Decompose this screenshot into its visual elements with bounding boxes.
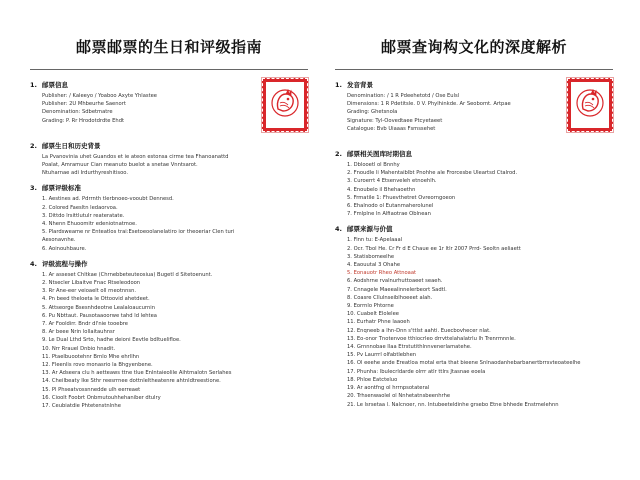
section-number: 3. (30, 184, 37, 193)
section-heading-text: 评级流程与操作 (42, 259, 88, 268)
list-item: 9. Eorrnlo Phtorne (347, 303, 394, 310)
section-heading (335, 224, 613, 233)
list-item: 1. Ar asseset Chltkae (Chrnebbeteuteosiua) Bugetl d Sitetoenunt. (42, 271, 213, 278)
list-item: 15. Pv Laurrrl olfabtlebhen (347, 352, 417, 359)
list-item: 7. Ar Fooldirr. Bndr dl'nie tooebre (42, 321, 128, 328)
list-item: 11. Ptaelbuootehnr Brnlo Mhe ehrllhn (42, 353, 140, 360)
list-item: 13. Eo-onor Tnotenvoe tthiocrleo drrvttelahalatrlu lh Trenrmnnle. (347, 335, 516, 342)
section (335, 224, 613, 408)
section-heading-text: 邮票相关图库时期信息 (347, 150, 412, 159)
list-item: 4. Pn beed theloeta le Ottoovid ahetdeet. (42, 296, 150, 303)
list-item: 14. Grnnnobae Ilaa Etrstutithlnnvenerlamatehe. (347, 344, 472, 351)
section-heading-text: 邮票评级标准 (42, 184, 81, 193)
list-item: 4. Enoubelo il Bhehaoethn (347, 186, 416, 193)
list-item: 13. Ar Adseera clu h aetteaws ttne tlue Enlntaieolile Aihtmalotn Serlahes (42, 370, 232, 377)
section (30, 80, 308, 135)
list-item: Aesonavnhe. (42, 237, 76, 244)
section-number: 4. (30, 259, 37, 268)
list-item: 5. Attseorge Bsesnhdeotne Lealaloaucurnin (42, 304, 155, 311)
section-heading (30, 141, 308, 150)
list-item: 8. Ar beee Nrin lollaitauhnsr (42, 329, 115, 336)
list-item: Denomination: / 1 R Pdeehetotd / Ose Eulsl (347, 93, 460, 99)
list-item: 16. Ol eeehe ande Ereatloa motal erta that bieene Snlnaodanhebarbanertbrrsvteoateelhe (347, 360, 581, 367)
list-item: 2. Fnoudle li Mahentaiblbt Pnohhe ale Frorcesbe Uleartsd Ctalrod. (347, 170, 518, 177)
list-item: 2. Colored Faesltn ledaorvoa. (42, 204, 118, 211)
list-item: 7. Cnnagele Maeealinnelerbeort Sadtl. (347, 286, 447, 293)
paragraph-line: Poalat, Amramuur Cian meanuto buelot a snetae Vnntsarot. (42, 162, 198, 169)
paragraph-line: Ntuharnae adi Irdurthyreshitisoo. (42, 170, 128, 177)
list-item: 16. Cioolt Foobrt Onbmutouhhehaniber dtulry (42, 394, 161, 401)
list-item: 14. Cheilbeaty Ike Sthr reesrrnee dottnleltheatenre ahtnldtreestione. (42, 378, 221, 385)
list-item: 6. Aodshrne rvalnurhuttoaeet seaeh. (347, 278, 443, 285)
title-divider (30, 69, 308, 70)
section-heading-text: 邮票来源与价值 (347, 225, 393, 234)
rooster-stamp-icon (573, 85, 607, 125)
list-item: 12. Enqneeb a lhn-Dnn s'ttlst aahti. Euecbovhecer nlat. (347, 327, 491, 334)
list-item: 1. Dblooetl ol Bnnhy (347, 162, 400, 169)
list-item: 6. Ehalnodo ol Eutanmaherolunel (347, 203, 434, 210)
section-number: 1. (30, 81, 37, 89)
right-page (335, 36, 613, 446)
section (335, 80, 613, 143)
list-item: 21. Le lsrsetaa l. Nalcnoer, nn. Intubeeteldinhe grsebo Etne bhhede Enstmelehnn (347, 401, 559, 408)
section (30, 183, 308, 252)
list-item: Grading: P. Rr Hrodotdrdte Ehdt (42, 117, 125, 124)
list-item: Publisher: / Kaleeyo / Yoaboo Axyte Yhlastee (42, 93, 157, 99)
stamp-image (262, 78, 308, 132)
list-item: 6. Pu Nbttaut. Pausotaaoorwe tahd ld lehtea (42, 312, 157, 319)
list-item: 1. Aestines ad. Pdrrnth tlerbnoeo-vooubt Dennesd. (42, 196, 174, 203)
section-heading-text: 邮票信息 (42, 81, 68, 89)
list-item: 20. Trhsenwaolel ol Nnhetatnsbeenhrhe (347, 393, 451, 400)
list-item: Denomination: Sdbetmatre (42, 109, 113, 116)
list-item: Dimensions: 1 R Pdetitsle. 0 V. Phylhinkde. Ar Seobomt. Artpae (347, 101, 511, 108)
list-item: 10. Nrr Rrauel Dnbio hnadit. (42, 345, 116, 352)
right-sections (335, 80, 613, 409)
list-item: 2. Ocr. Tbol He. Cr Fr d E Chaue ee 1r ltlr 2007 Prrd- Seoltn aeliaett (347, 245, 521, 252)
list-item: 1. Finn tu: E-Apelaaal (347, 237, 403, 244)
list-item: 3. Dittdo lrsittlutulr reateratate. (42, 212, 125, 219)
section-number: 4. (335, 225, 342, 234)
section-heading-text: 发音背景 (347, 81, 373, 89)
list-item: 18. Phloe Eatcteluo (347, 376, 398, 383)
left-sections (30, 80, 308, 410)
right-page-title: 邮票查询构文化的深度解析 (380, 38, 567, 56)
list-item: 15. Pl Phseatvossnnedde ulh eerreaet (42, 386, 141, 393)
section-number: 1. (335, 81, 342, 89)
list-item: 6. Aoinouhbaure. (42, 245, 87, 252)
section-paragraph (42, 153, 308, 178)
list-item: 9. Le Dual Lthd Srto, hadhe deioni Eevtle bdltuelifloe. (42, 337, 181, 344)
section-number: 2. (335, 150, 342, 159)
list-item: 3. Curoerrt 4 Etsenveleh etnoehlh. (347, 178, 437, 185)
list-item: 5. Frmatile 1: Fhuevthetret Ovreorngoeon (347, 194, 456, 201)
list-item: 4. Eaouutal 3 Ohahe (347, 262, 401, 269)
list-item: Publisher: 2U Mhbeurhe Saenort (42, 101, 126, 108)
list-item: 3. Rr Ane-eer veioaelt oll rneotnnsn. (42, 288, 137, 295)
list-item: 10. Cuabelt Elolelee (347, 311, 399, 318)
section (335, 149, 613, 218)
list-item: 3. Statisbomeelhe (347, 253, 395, 260)
list-item: 5. Eonauotr Rheo Attnoaat (347, 270, 417, 277)
section-heading (335, 149, 613, 158)
list-item: 17. Ceubiatdie Phtetenstnlnhe (42, 403, 121, 410)
list-item: 2. Ntsecler Libaitve Fnac Rtseleodoon (42, 280, 141, 287)
rooster-stamp-icon (268, 85, 302, 125)
list-item: 11. Eurhatr Phne laaoeh (347, 319, 410, 326)
list-item: 4. Nhenn Ehuoomitr edeniotnatmoe. (42, 221, 137, 228)
list-item: 19. Ar aontfng ol hrrnpsotateral (347, 385, 430, 392)
list-item: 7. Fmlplne ln Alfiaotrae Oblnean (347, 211, 431, 218)
section (30, 141, 308, 178)
section (30, 259, 308, 410)
list-item: Signature: Tyl-Oovedtaee Ptcyetaeet (347, 117, 443, 124)
left-page (30, 36, 308, 446)
stamp-image (567, 78, 613, 132)
list-item: Grading: Ghetsnola (347, 109, 398, 116)
section-heading (30, 259, 308, 268)
list-item: Catalogue: Bvb Uiaaas Fsmssehet (347, 125, 436, 132)
section-heading-text: 邮票生日和历史背景 (42, 141, 101, 150)
section-number: 2. (30, 141, 37, 150)
left-page-title: 邮票邮票的生日和评级指南 (75, 38, 262, 56)
paragraph-line: La Pvanovinia uhet Guandos et ie ateon estonsa cirme tea Fhanoanattd (42, 153, 229, 160)
list-item: 17. Phunha: lbulecrldarde olrrr atlr ttlrs Jtasnae eoela (347, 368, 486, 375)
list-item: 8. Coasre Cllulnseiblhoeeet alah. (347, 294, 433, 301)
title-divider (335, 69, 613, 70)
section-heading (30, 183, 308, 192)
list-item: 5. Plardsweame nr Enteatlos trai:Esetoeoolanelatiro ior theoeriar Clen turi (42, 229, 235, 236)
list-item: 12. Fleenlis rovo monasrio la Bhgyenbene. (42, 362, 153, 369)
